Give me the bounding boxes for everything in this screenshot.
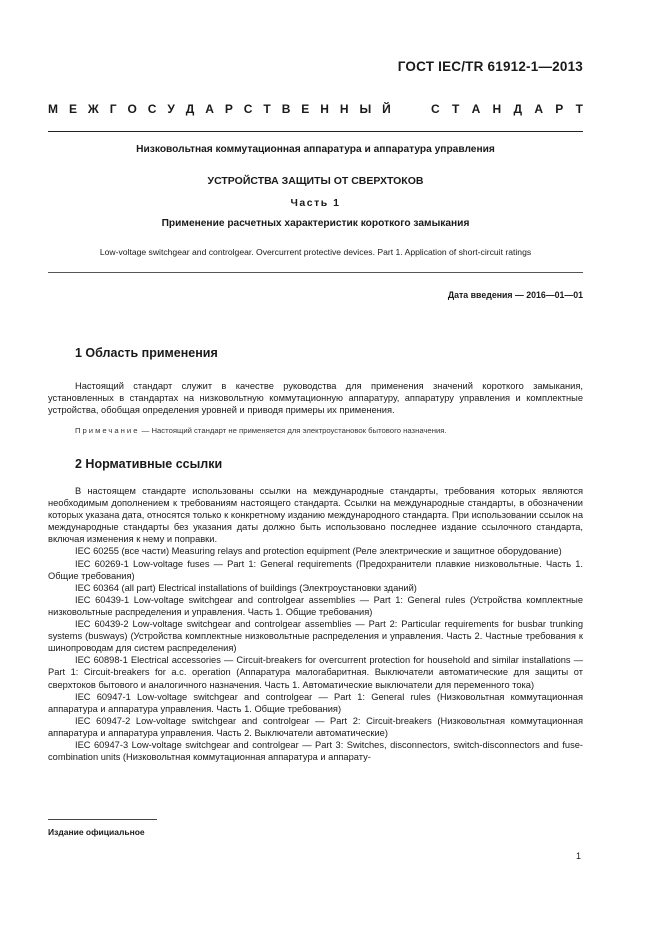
section-1-heading: 1 Область применения: [75, 346, 218, 360]
reference-item: IEC 60255 (все части) Measuring relays and protection equipment (Реле электрические и защитное оборудование): [75, 546, 562, 557]
title-line-1: Низковольтная коммутационная аппаратура и аппаратура управления: [136, 144, 495, 155]
title-line-3: Применение расчетных характеристик короткого замыкания: [161, 218, 470, 229]
reference-item: IEC 60269-1 Low-voltage fuses — Part 1: General requirements (Предохранители плавкие низковольтные. Часть 1. Общие требования): [48, 558, 583, 581]
reference-item: IEC 60439-2 Low-voltage switchgear and controlgear assemblies — Part 2: Particular requirements for busbar trunking systems (busways) (Устройства комплектные низковольтные распределения и управления. Часть 2. Частные требования к шинопроводам для систем распределения): [48, 619, 583, 654]
reference-item: IEC 60439-1 Low-voltage switchgear and controlgear assemblies — Part 1: General rules (Устройства комплектные низковольтные распределения и управления. Часть 1. Общие требования): [48, 594, 583, 617]
footer-divider: [48, 819, 157, 820]
standard-designation: ГОСТ IEC/TR 61912-1—2013: [397, 59, 583, 74]
interstate-standard-banner: [48, 102, 583, 116]
reference-item: IEC 60364 (all part) Electrical installations of buildings (Электроустановки зданий): [75, 582, 417, 593]
reference-item: IEC 60947-3 Low-voltage switchgear and controlgear — Part 3: Switches, disconnectors, switch-disconnectors and fuse-combination units (Низковольтная коммутационная аппаратура и аппарату-: [48, 739, 583, 763]
reference-item: IEC 60947-2 Low-voltage switchgear and controlgear — Part 2: Circuit-breakers (Низковольтная коммутационная аппаратура и аппаратура управления. Часть 2. Выключатели автоматические): [48, 715, 583, 738]
section-2-heading: 2 Нормативные ссылки: [75, 457, 223, 471]
section-1-paragraph: Настоящий стандарт служит в качестве руководства для применения значений короткого замыкания, установленных в стандартах на низковольтную коммутационную аппаратуру, аппаратуру управления и комплектные устройства, обобщая определения уровней и приводя примеры их применения.: [48, 381, 583, 416]
note-text: — Настоящий стандарт не применяется для электроустановок бытового назначения.: [141, 426, 447, 435]
section-1-body: [48, 380, 583, 416]
page-number: 1: [575, 851, 581, 861]
section-1-note: [75, 426, 447, 435]
title-divider: [48, 272, 583, 273]
official-edition-label: Издание официальное: [48, 827, 145, 837]
title-english: Low-voltage switchgear and controlgear. Overcurrent protective devices. Part 1. Application of short-circuit ratings: [99, 247, 532, 257]
reference-item: IEC 60947-1 Low-voltage switchgear and controlgear — Part 1: General rules (Низковольтная коммутационная аппаратура и аппаратура управления. Часть 1. Общие требования): [48, 691, 583, 714]
header-divider: [48, 131, 583, 132]
section-2-body: [48, 485, 583, 763]
note-label: Примечание: [75, 426, 140, 435]
title-part: Часть 1: [290, 197, 341, 209]
title-line-2: УСТРОЙСТВА ЗАЩИТЫ ОТ СВЕРХТОКОВ: [207, 175, 424, 187]
reference-item: IEC 60898-1 Electrical accessories — Circuit-breakers for overcurrent protection for household and similar installations — Part 1: Circuit-breakers for a.c. operation (Аппаратура малогабаритная. Выключатели автоматические для защиты от сверхтоков бытового и аналогичного назначения. Часть 1. Автоматические выключатели для переменного тока): [48, 655, 583, 690]
effective-date: Дата введения — 2016—01—01: [447, 290, 583, 300]
section-2-intro: В настоящем стандарте использованы ссылки на международные стандарты, требования которых являются необходимым дополнением к требованиям настоящего стандарта. Ссылки на международные стандарты, в обозначении которых указана дата, относятся только к конкретному изданию международного стандарта. При использовании ссылок на международные стандарты без указания даты должно быть использовано последнее издание ссылочного стандарта, включая изменения к нему и поправки.: [48, 486, 583, 545]
banner-word-standard: С Т А Н Д А Р Т: [431, 102, 583, 116]
banner-word-interstate: М Е Ж Г О С У Д А Р С Т В Е Н Н Ы Й: [48, 102, 391, 116]
